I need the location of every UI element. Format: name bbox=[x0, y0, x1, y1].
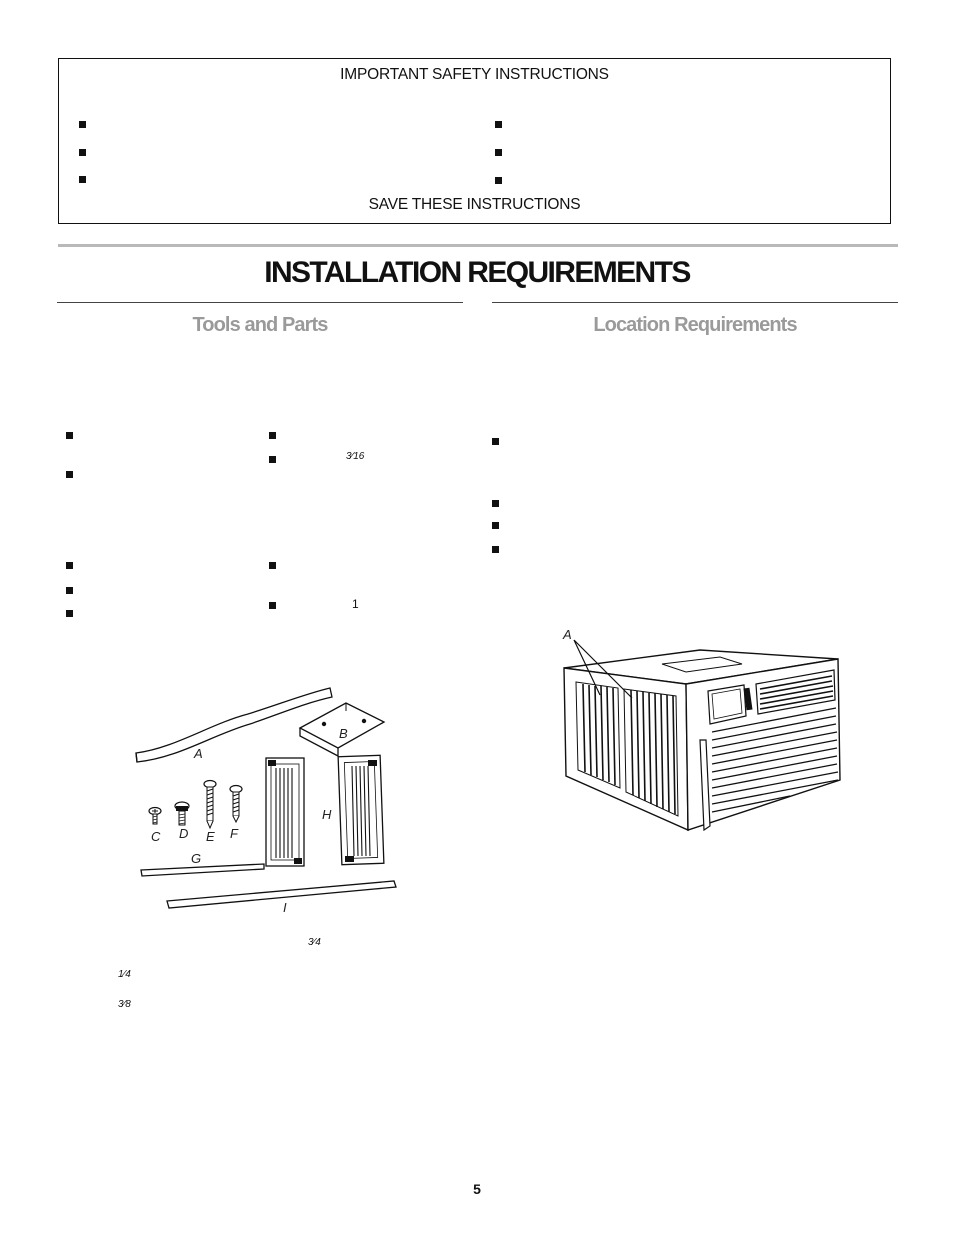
part-label-b: B bbox=[339, 726, 348, 741]
part-label-i: I bbox=[283, 900, 287, 915]
part-label-e: E bbox=[206, 829, 215, 844]
part-label-a: A bbox=[194, 746, 203, 761]
fraction-1-4: 1⁄4 bbox=[118, 969, 131, 980]
value-one: 1 bbox=[352, 597, 359, 611]
part-label-c: C bbox=[151, 829, 161, 844]
fraction-3-4: 3⁄4 bbox=[308, 937, 321, 948]
page-number: 5 bbox=[473, 1181, 481, 1197]
fraction-3-16: 3⁄16 bbox=[346, 451, 365, 462]
ac-figure-label-a: A bbox=[563, 627, 572, 642]
fraction-3-8: 3⁄8 bbox=[118, 999, 131, 1010]
safety-box-title: IMPORTANT SAFETY INSTRUCTIONS bbox=[340, 66, 609, 83]
part-label-h: H bbox=[322, 807, 332, 822]
page-title: INSTALLATION REQUIREMENTS bbox=[264, 256, 690, 289]
part-label-g: G bbox=[191, 851, 202, 866]
tools-and-parts-heading: Tools and Parts bbox=[192, 314, 328, 336]
safety-box-footer: SAVE THESE INSTRUCTIONS bbox=[368, 196, 581, 213]
part-label-f: F bbox=[230, 826, 238, 841]
location-requirements-heading: Location Requirements bbox=[593, 314, 797, 336]
part-label-d: D bbox=[179, 826, 189, 841]
